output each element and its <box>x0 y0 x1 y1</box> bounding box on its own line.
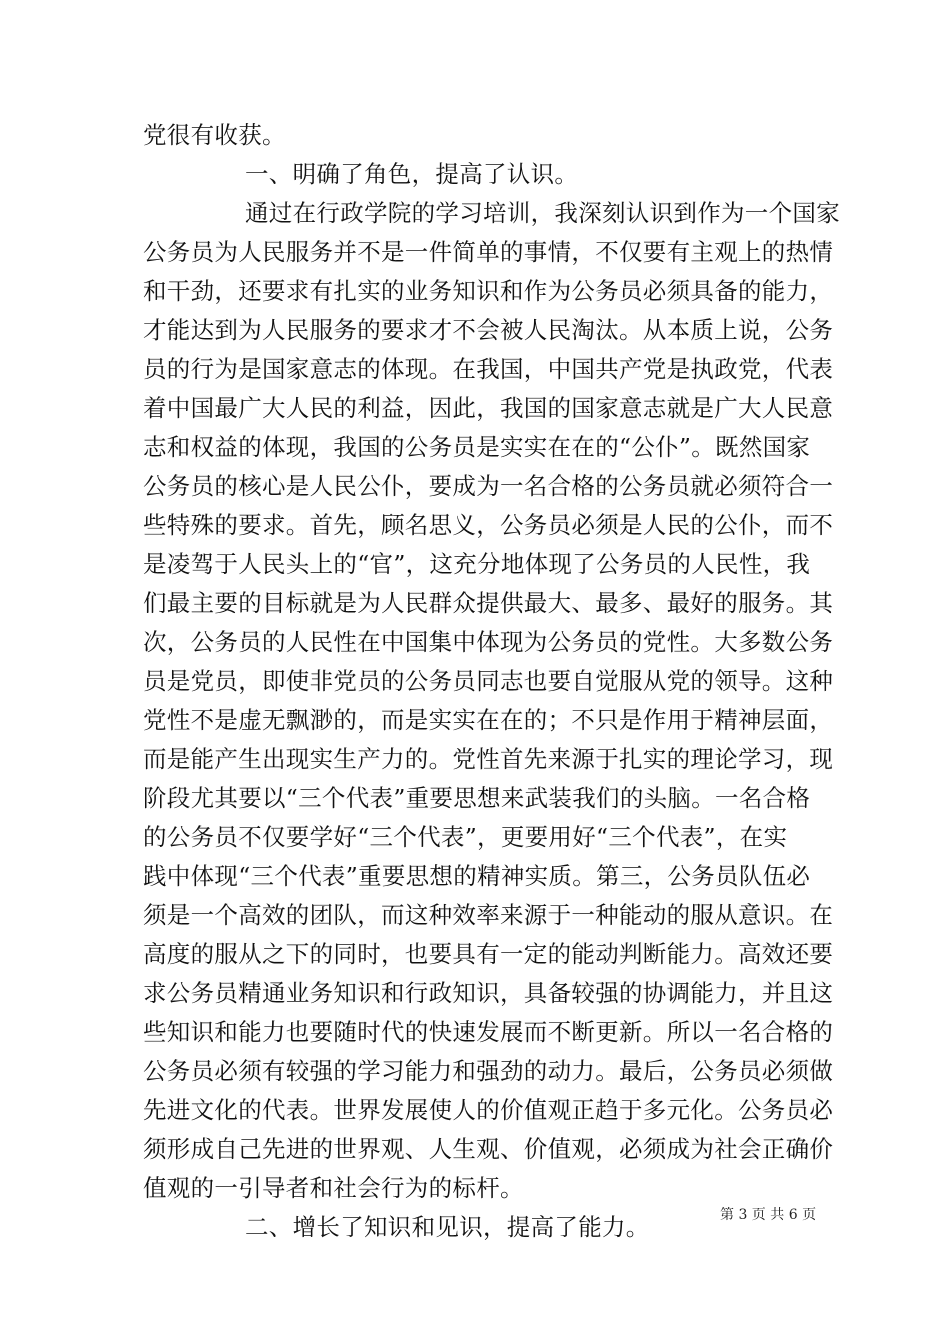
text-line-15: 员是党员，即使非党员的公务员同志也要自觉服从党的领导。这种 <box>143 667 834 695</box>
page-number-footer: 第 3 页 共 6 页 <box>720 1207 817 1223</box>
text-line-1: 党很有收获。 <box>143 121 286 149</box>
text-line-18: 阶段尤其要以“三个代表”重要思想来武装我们的头脑。一名合格 <box>143 784 811 812</box>
text-line-12: 是凌驾于人民头上的“官”，这充分地体现了公务员的人民性，我 <box>143 550 811 578</box>
text-line-27: 须形成自己先进的世界观、人生观、价值观，必须成为社会正确价 <box>143 1135 834 1163</box>
text-line-14: 次，公务员的人民性在中国集中体现为公务员的党性。大多数公务 <box>143 628 834 656</box>
text-line-9: 志和权益的体现，我国的公务员是实实在在的“公仆”。既然国家 <box>143 433 811 461</box>
text-line-6: 才能达到为人民服务的要求才不会被人民淘汰。从本质上说，公务 <box>143 316 834 344</box>
text-line-11: 些特殊的要求。首先，顾名思义，公务员必须是人民的公仆，而不 <box>143 511 834 539</box>
paragraph-first-line: 通过在行政学院的学习培训，我深刻认识到作为一个国家 <box>245 199 840 227</box>
text-line-22: 高度的服从之下的同时，也要具有一定的能动判断能力。高效还要 <box>143 940 834 968</box>
text-line-10: 公务员的核心是人民公仆，要成为一名合格的公务员就必须符合一 <box>143 472 834 500</box>
text-line-13: 们最主要的目标就是为人民群众提供最大、最多、最好的服务。其 <box>143 589 834 617</box>
section-heading-2: 二、增长了知识和见识，提高了能力。 <box>245 1213 650 1241</box>
text-line-17: 而是能产生出现实生产力的。党性首先来源于扎实的理论学习，现 <box>143 745 834 773</box>
text-line-25: 公务员必须有较强的学习能力和强劲的动力。最后，公务员必须做 <box>143 1057 834 1085</box>
text-line-8: 着中国最广大人民的利益，因此，我国的国家意志就是广大人民意 <box>143 394 834 422</box>
text-line-26: 先进文化的代表。世界发展使人的价值观正趋于多元化。公务员必 <box>143 1096 834 1124</box>
text-line-21: 须是一个高效的团队，而这种效率来源于一种能动的服从意识。在 <box>143 901 834 929</box>
text-line-24: 些知识和能力也要随时代的快速发展而不断更新。所以一名合格的 <box>143 1018 834 1046</box>
text-line-16: 党性不是虚无飘渺的，而是实实在在的；不只是作用于精神层面， <box>143 706 834 734</box>
section-heading-1: 一、明确了角色，提高了认识。 <box>245 160 579 188</box>
text-line-4: 公务员为人民服务并不是一件简单的事情，不仅要有主观上的热情 <box>143 238 834 266</box>
text-line-28: 值观的一引导者和社会行为的标杆。 <box>143 1174 524 1202</box>
text-line-7: 员的行为是国家意志的体现。在我国，中国共产党是执政党，代表 <box>143 355 834 383</box>
text-line-19: 的公务员不仅要学好“三个代表”，更要用好“三个代表”，在实 <box>143 823 788 851</box>
text-line-20: 践中体现“三个代表”重要思想的精神实质。第三，公务员队伍必 <box>143 862 811 890</box>
text-line-5: 和干劲，还要求有扎实的业务知识和作为公务员必须具备的能力， <box>143 277 834 305</box>
text-line-23: 求公务员精通业务知识和行政知识，具备较强的协调能力，并且这 <box>143 979 834 1007</box>
